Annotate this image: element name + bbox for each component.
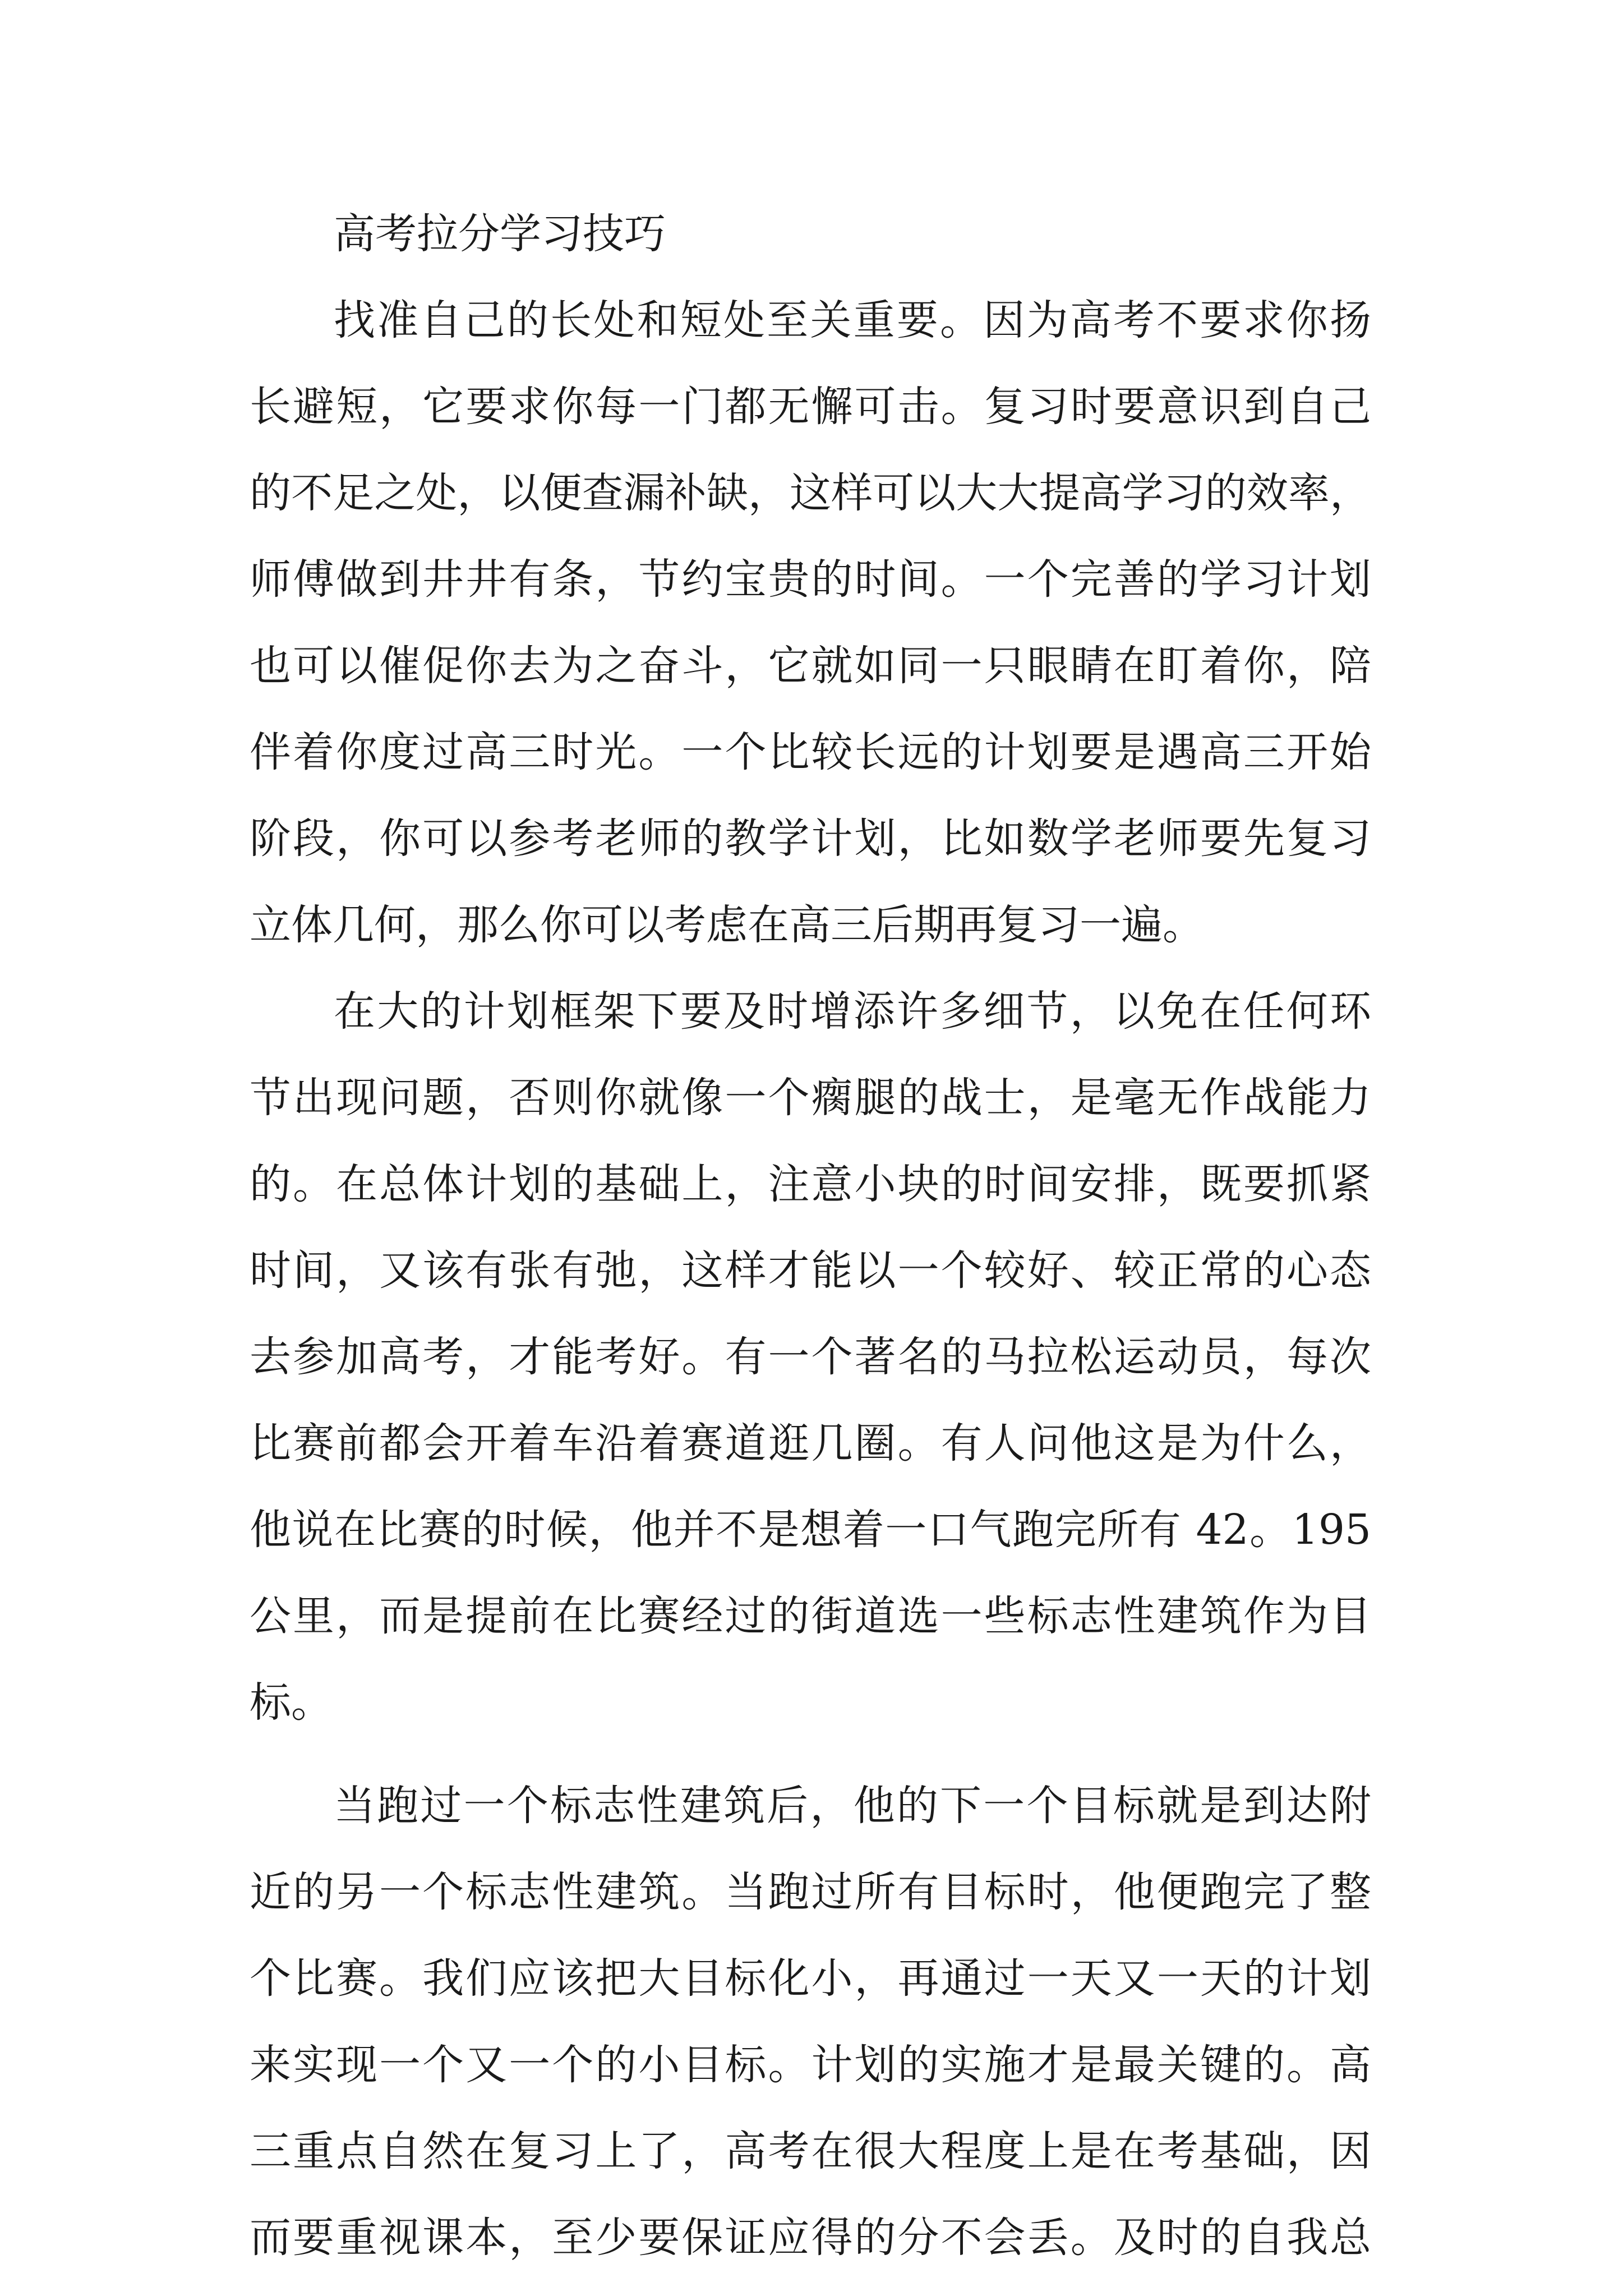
paragraph-line: 比赛前都会开着车沿着赛道逛几圈。有人问他这是为什么， [250,1419,1371,1467]
paragraph-1 [250,277,1371,968]
paragraph-line: 近的另一个标志性建筑。当跑过所有目标时，他便跑完了整 [250,1868,1371,1916]
paragraph-line: 三重点自然在复习上了，高考在很大程度上是在考基础，因 [250,2127,1371,2175]
paragraph-line: 去参加高考，才能考好。有一个著名的马拉松运动员，每次 [250,1333,1371,1381]
paragraph-line: 节出现问题，否则你就像一个瘸腿的战士，是毫无作战能力 [250,1074,1371,1122]
paragraph-line: 来实现一个又一个的小目标。计划的实施才是最关键的。高 [250,2041,1371,2089]
paragraph-line: 师傅做到井井有条，节约宝贵的时间。一个完善的学习计划 [250,555,1371,604]
paragraph-line: 个比赛。我们应该把大目标化小，再通过一天又一天的计划 [250,1954,1371,2003]
paragraph-gap [250,1746,1371,1763]
document-title: 高考拉分学习技巧 [334,210,666,258]
paragraph-line: 他说在比赛的时候，他并不是想着一口气跑完所有 42。195 [250,1506,1371,1554]
document-body [250,191,1371,2281]
paragraph-line: 的。在总体计划的基础上，注意小块的时间安排，既要抓紧 [250,1160,1371,1208]
paragraph-line: 当跑过一个标志性建筑后，他的下一个目标就是到达附 [334,1782,1371,1830]
paragraph-line: 找准自己的长处和短处至关重要。因为高考不要求你扬 [334,296,1371,344]
paragraph-line: 而要重视课本，至少要保证应得的分不会丢。及时的自我总 [250,2214,1371,2262]
paragraph-line: 公里，而是提前在比赛经过的街道选一些标志性建筑作为目 [250,1592,1371,1640]
paragraph-line: 时间，又该有张有弛，这样才能以一个较好、较正常的心态 [250,1246,1371,1295]
paragraph-line: 阶段，你可以参考老师的教学计划，比如数学老师要先复习 [250,815,1371,863]
paragraph-line: 的不足之处，以便查漏补缺，这样可以大大提高学习的效率， [250,469,1371,517]
paragraph-line: 长避短，它要求你每一门都无懈可击。复习时要意识到自己 [250,383,1371,431]
paragraph-line: 在大的计划框架下要及时增添许多细节，以免在任何环 [334,987,1371,1036]
paragraph-2 [250,968,1371,1746]
paragraph-3 [250,1763,1371,2281]
paragraph-line: 也可以催促你去为之奋斗，它就如同一只眼睛在盯着你，陪 [250,642,1371,690]
paragraph-line: 标。 [250,1678,333,1727]
paragraph-line: 伴着你度过高三时光。一个比较长远的计划要是遇高三开始 [250,728,1371,776]
paragraph-line: 立体几何，那么你可以考虑在高三后期再复习一遍。 [250,901,1204,949]
